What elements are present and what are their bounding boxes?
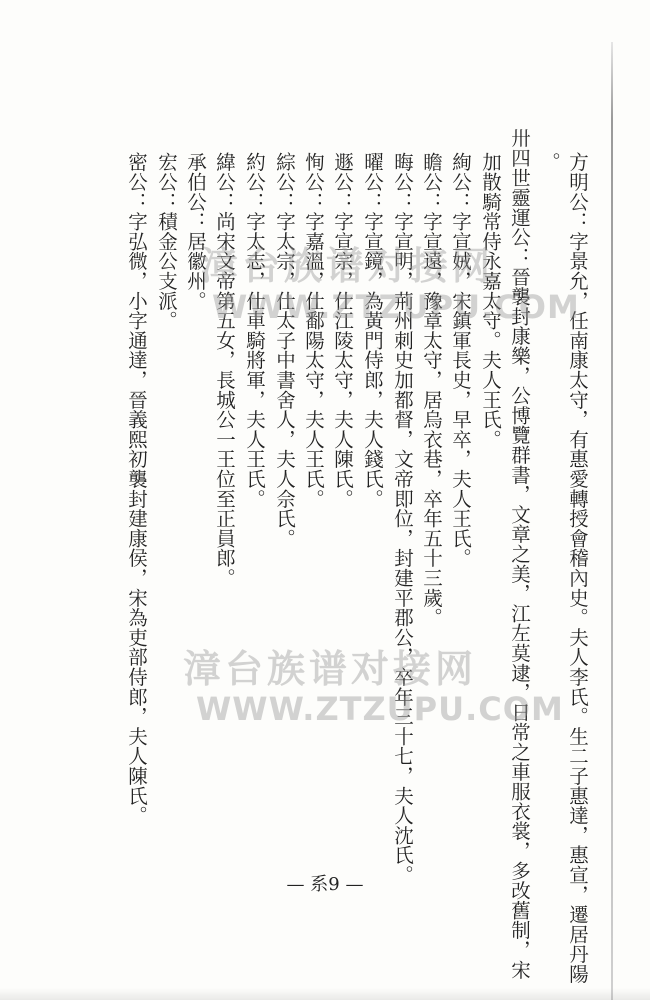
text-column-14: 承伯公：居徽州。: [184, 152, 207, 311]
page-edge-line: [611, 42, 613, 1000]
bottom-shadow: [0, 988, 650, 1000]
text-column-8: 曜公：字宣鏡，為黃門侍郎，夫人錢氏。: [361, 152, 384, 509]
text-column-3: 卅四世靈運公：晉襲封康樂，公博覽群書，文章之美，江左莫逮，日常之車服衣裳，多改舊制，宋: [508, 128, 531, 980]
text-column-6: 瞻公：字宣遠，豫章太守，居烏衣巷，卒年五十三歲。: [420, 152, 443, 628]
text-column-16: 密公：字弘微，小字通達，晉義熙初襲封建康侯，宋為吏部侍郎，夫人陳氏。: [125, 152, 148, 826]
text-column-2: 。: [538, 152, 561, 172]
text-column-10: 恂公：字嘉溫，仕鄱陽太守，夫人王氏。: [302, 152, 325, 509]
text-column-7: 晦公：字宣明，荊州刺史加都督，文帝即位，封建平郡公，卒年三十七，夫人沈氏。: [391, 152, 414, 885]
page-number: — 系9 —: [286, 874, 364, 895]
text-column-9: 遯公：字宣宗，仕江陵太守，夫人陳氏。: [331, 152, 354, 509]
watermark-lower-url: WWW.ZTZUPU.COM: [196, 690, 564, 728]
text-column-11: 綜公：字太宗，仕太子中書舍人，夫人佘氏。: [273, 152, 296, 548]
watermark-upper-url: WWW.ZTZUPU.COM: [212, 288, 580, 326]
text-column-15: 宏公：積金公支派。: [155, 152, 178, 331]
text-column-13: 緯公：尚宋文帝第五女，長城公一王位至正員郎。: [213, 152, 236, 588]
text-column-4: 加散騎常侍永嘉太守。夫人王氏。: [479, 152, 502, 449]
text-column-12: 約公：字太志，仕車騎將軍，夫人王氏。: [243, 152, 266, 509]
text-column-5: 絢公：字宣娀，宋鎮軍長史，早卒，夫人王氏。: [449, 152, 472, 568]
text-column-1: 方明公：字景允，任南康太守，有惠愛轉授會稽內史。夫人李氏。生二子惠達，惠宣，遷居丹陽: [566, 152, 589, 984]
watermark-upper-chinese: 漳台族谱对接网: [200, 244, 495, 288]
watermark-lower-chinese: 漳台族谱对接网: [183, 647, 478, 691]
